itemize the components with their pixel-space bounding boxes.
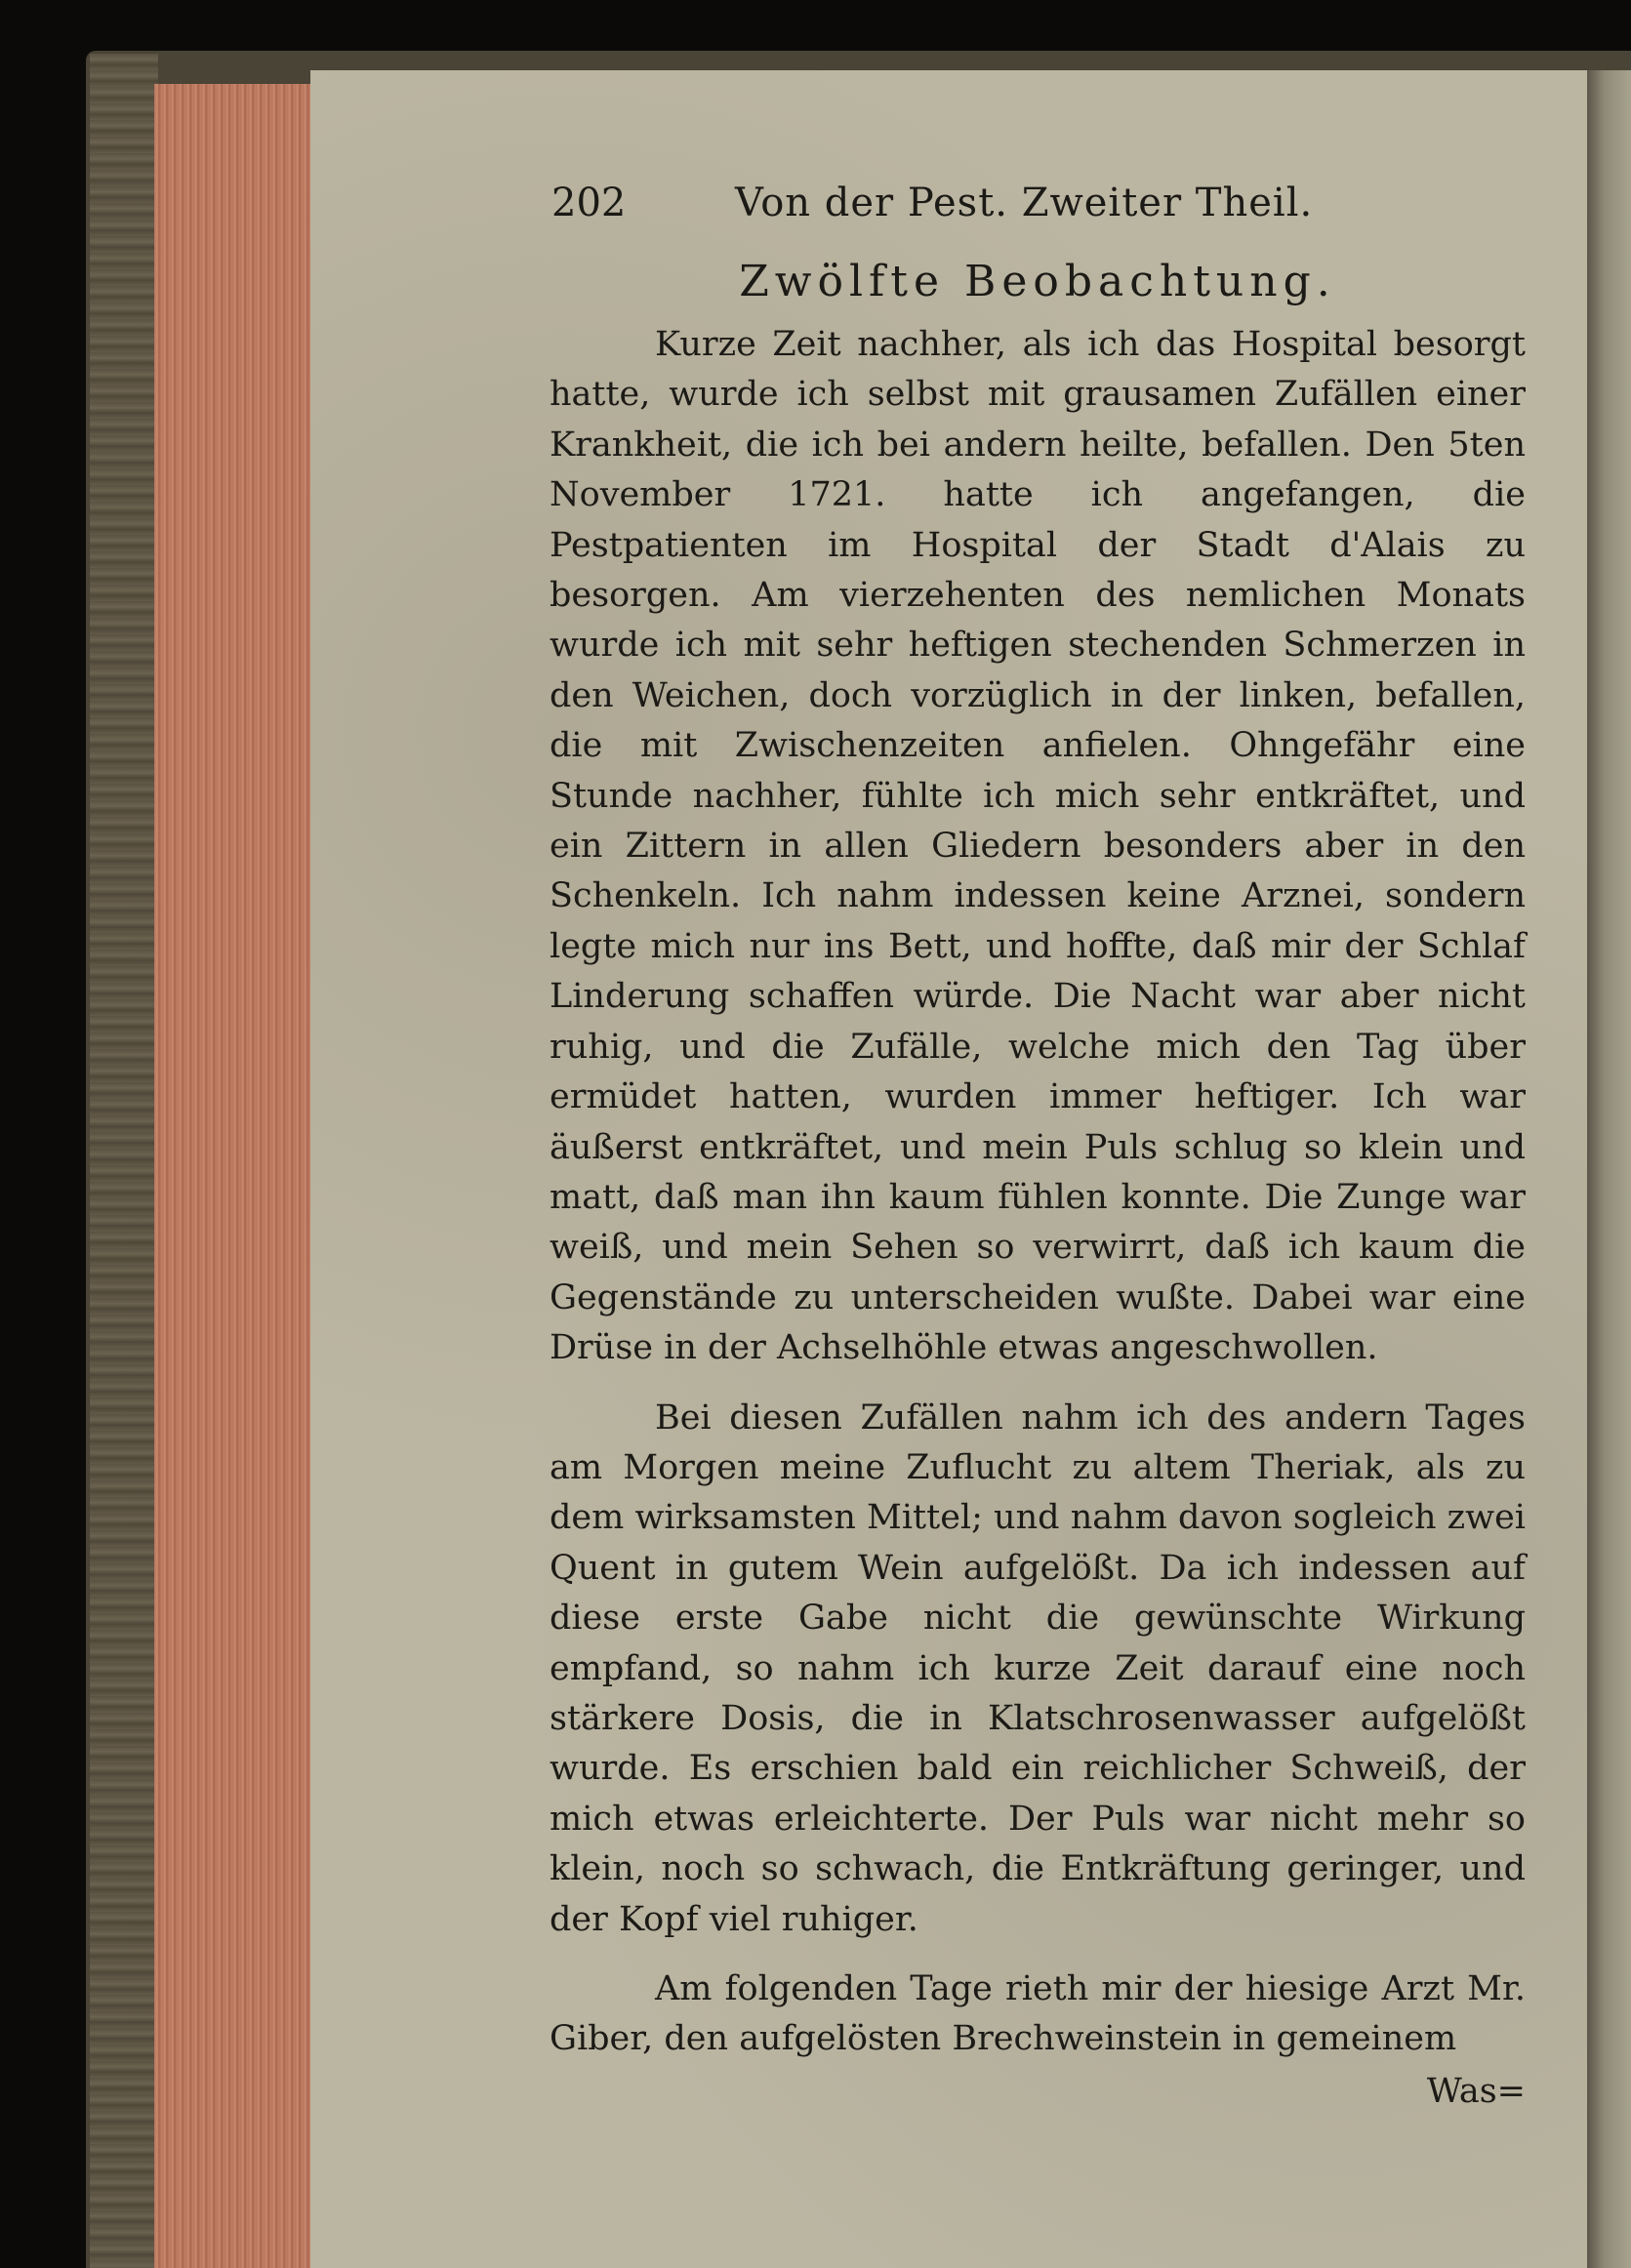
- section-title: Zwölfte Beobachtung.: [739, 257, 1336, 306]
- cover-edge: [90, 54, 158, 2268]
- page-fore-edge: [154, 84, 312, 2268]
- catchword: Was=: [1426, 2071, 1526, 2111]
- paragraph: Bei diesen Zufällen nahm ich des andern Tages am Morgen meine Zuflucht zu altem Theriak, als zu dem wirksamsten Mittel; und nahm davon sogleich zwei Quent in gutem Wein aufgelößt. Da ich indessen auf diese erste Gabe nicht die gewünschte Wirkung empfand, so nahm ich kurze Zeit darauf eine noch stärkere Dosis, die in Klatschrosenwasser aufgelößt wurde. Es erschien bald ein reichlicher Schweiß, der mich etwas erleichterte. Der Puls war nicht mehr so klein, noch so schwach, die Entkräftung geringer, und der Kopf viel ruhiger.: [550, 1397, 1526, 1939]
- page-text: [550, 181, 1526, 2117]
- paragraph: Kurze Zeit nachher, als ich das Hospital besorgt hatte, wurde ich selbst mit grausamen Zufällen einer Krankheit, die ich bei andern heilte, befallen. Den 5ten November 1721. hatte ich angefangen, die Pestpatienten im Hospital der Stadt d'Alais zu besorgen. Am vierzehenten des nemlichen Monats wurde ich mit sehr heftigen stechenden Schmerzen in den Weichen, doch vorzüglich in der linken, befallen, die mit Zwischenzeiten anfielen. Ohngefähr eine Stunde nachher, fühlte ich mich sehr entkräftet, und ein Zittern in allen Gliedern besonders aber in den Schenkeln. Ich nahm indessen keine Arznei, sondern legte mich nur ins Bett, und hoffte, daß mir der Schlaf Linderung schaffen würde. Die Nacht war aber nicht ruhig, und die Zufälle, welche mich den Tag über ermüdet hatten, wurden immer heftiger. Ich war äußerst entkräftet, und mein Puls schlug so klein und matt, daß man ihn kaum fühlen konnte. Die Zunge war weiß, und mein Sehen so verwirrt, daß ich kaum die Gegenstände zu unterscheiden wußte. Dabei war eine Drüse in der Achselhöhle etwas angeschwollen.: [550, 325, 1526, 1368]
- running-head: Von der Pest. Zweiter Theil.: [735, 181, 1314, 225]
- paragraph: Am folgenden Tage rieth mir der hiesige Arzt Mr. Giber, den aufgelösten Brechweinstein in gemeinem: [550, 1969, 1526, 2059]
- page-number: 202: [551, 181, 627, 225]
- page-header: [550, 181, 1526, 239]
- facing-page-edge: [1587, 70, 1631, 2268]
